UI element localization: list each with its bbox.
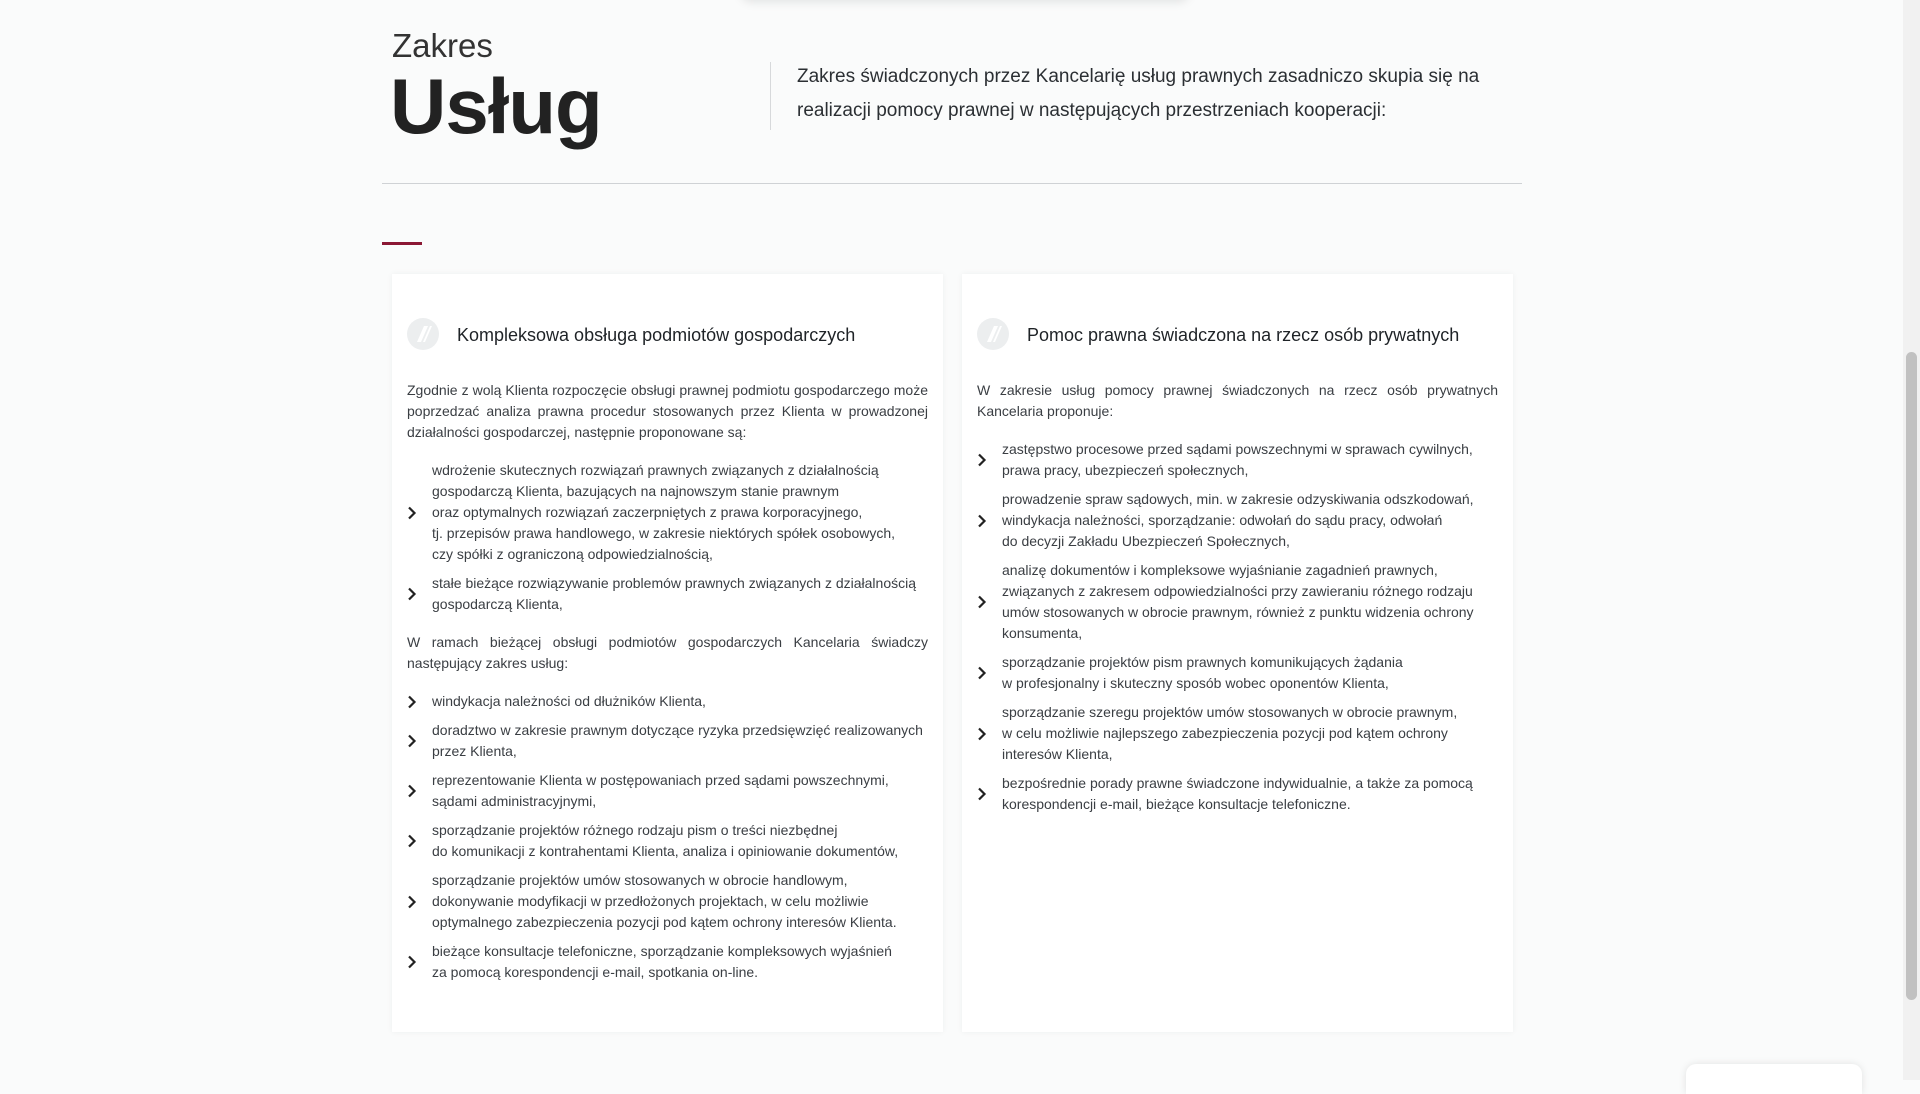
list-item-text: doradztwo w zakresie prawnym dotyczące ryzyka przedsięwzięć realizowanych przez Klienta, <box>432 722 923 759</box>
scrollbar-thumb[interactable] <box>1906 352 1917 1000</box>
chevron-right-icon <box>407 834 417 848</box>
list-item-text: analizę dokumentów i kompleksowe wyjaśnianie zagadnień prawnych, związanych z zakresem odpowiedzialności przy zawieraniu różnego rodzaju umów stosowanych w obrocie prawnym, również z punktu widzenia ochrony konsumenta, <box>1002 562 1474 641</box>
list-item <box>407 770 928 812</box>
list-item-text: windykacja należności od dłużników Klienta, <box>432 693 706 709</box>
list-item <box>977 489 1498 552</box>
list-item <box>977 773 1498 815</box>
section-intro-text: Zakres świadczonych przez Kancelarię usług prawnych zasadniczo skupia się na realizacji pomocy prawnej w następujących przestrzeniach kooperacji: <box>797 66 1480 121</box>
chevron-right-icon <box>407 895 417 909</box>
list-item <box>977 652 1498 694</box>
card-paragraph: W ramach bieżącej obsługi podmiotów gospodarczych Kancelaria świadczy następujący zakres usług: <box>407 634 928 671</box>
card-body <box>977 380 1498 832</box>
card-header <box>977 318 1502 352</box>
list-item-text: sporządzanie projektów różnego rodzaju pism o treści niezbędnej do komunikacji z kontrahentami Klienta, analiza i opiniowanie dokumentów, <box>432 822 899 859</box>
chevron-right-icon <box>407 587 417 601</box>
card-intro-paragraph: Zgodnie z wolą Klienta rozpoczęcie obsługi prawnej podmiotu gospodarczego może poprzedzać analiza prawna procedur stosowanych przez Klienta w prowadzonej działalności gospodarczej, następnie proponowane są: <box>407 382 928 440</box>
list-item <box>407 720 928 762</box>
card-title: Pomoc prawna świadczona na rzecz osób prywatnych <box>1027 325 1460 345</box>
list-item <box>407 691 928 712</box>
private-services-list <box>977 439 1498 815</box>
card-intro-paragraph: W zakresie usług pomocy prawnej świadczonych na rzecz osób prywatnych Kancelaria proponuje: <box>977 382 1498 419</box>
list-item <box>407 870 928 933</box>
accent-line <box>382 242 422 245</box>
chevron-right-icon <box>407 734 417 748</box>
section-logo-icon <box>407 318 439 350</box>
list-item-text: zastępstwo procesowe przed sądami powszechnymi w sprawach cywilnych, prawa pracy, ubezpieczeń społecznych, <box>1002 441 1473 478</box>
section-logo-icon <box>977 318 1009 350</box>
proposed-services-list <box>407 460 928 615</box>
chevron-right-icon <box>407 784 417 798</box>
list-item <box>407 820 928 862</box>
list-item-text: stałe bieżące rozwiązywanie problemów prawnych związanych z działalnością gospodarczą Klienta, <box>432 575 917 612</box>
list-item <box>407 573 928 615</box>
list-item <box>407 460 928 565</box>
card-business-services <box>392 274 943 1032</box>
list-item <box>977 702 1498 765</box>
list-item-text: bieżące konsultacje telefoniczne, sporządzanie kompleksowych wyjaśnień za pomocą korespondencji e-mail, spotkania on-line. <box>432 943 892 980</box>
list-item <box>977 560 1498 644</box>
list-item-text: wdrożenie skutecznych rozwiązań prawnych związanych z działalnością gospodarczą Klienta, bazujących na najnowszym stanie prawnym oraz optymalnych rozwiązań zaczerpniętych z prawa korporacyjnego, tj. przepisów prawa handlowego, w zakresie niektórych spółek osobowych, czy spółki z ograniczoną odpowiedzialnością, <box>432 462 896 562</box>
card-body <box>407 380 928 1000</box>
chevron-right-icon <box>977 666 987 680</box>
list-item-text: sporządzanie projektów umów stosowanych w obrocie handlowym, dokonywanie modyfikacji w przedłożonych projektach, w celu możliwie optymalnego zabezpieczenia pozycji pod kątem ochrony interesów Klienta. <box>432 872 897 930</box>
chevron-right-icon <box>407 506 417 520</box>
list-item-text: sporządzanie szeregu projektów umów stosowanych w obrocie prawnym, w celu możliwie najlepszego zabezpieczenia pozycji pod kątem ochrony interesów Klienta, <box>1002 704 1458 762</box>
list-item-text: sporządzanie projektów pism prawnych komunikujących żądania w profesjonalny i skuteczny sposób wobec oponentów Klienta, <box>1002 654 1403 691</box>
scrollbar-track[interactable] <box>1903 0 1920 1080</box>
current-services-list <box>407 691 928 983</box>
chevron-right-icon <box>977 727 987 741</box>
chevron-right-icon <box>977 514 987 528</box>
chat-widget-tab[interactable] <box>1686 1064 1862 1094</box>
list-item-text: prowadzenie spraw sądowych, min. w zakresie odzyskiwania odszkodowań, windykacja należności, sporządzanie: odwołań do sądu pracy, odwołań do decyzji Zakładu Ubezpieczeń Społecznych, <box>1002 491 1474 549</box>
list-item-text: reprezentowanie Klienta w postępowaniach przed sądami powszechnymi, sądami administracyjnymi, <box>432 772 889 809</box>
list-item-text: bezpośrednie porady prawne świadczone indywidualnie, a także za pomocą korespondencji e-mail, bieżące konsultacje telefoniczne. <box>1002 775 1473 812</box>
chevron-right-icon <box>977 787 987 801</box>
card-private-services <box>962 274 1513 1032</box>
section-title-small: Zakres <box>392 27 493 64</box>
chevron-right-icon <box>977 595 987 609</box>
list-item <box>977 439 1498 481</box>
list-item <box>407 941 928 983</box>
header-divider <box>770 62 771 130</box>
card-title: Kompleksowa obsługa podmiotów gospodarczych <box>457 325 856 345</box>
horizontal-rule <box>382 183 1522 184</box>
section-header <box>392 0 1522 184</box>
chevron-right-icon <box>977 453 987 467</box>
section-title-big: Usług <box>390 62 602 150</box>
chevron-right-icon <box>407 955 417 969</box>
chevron-right-icon <box>407 695 417 709</box>
card-header <box>407 318 932 352</box>
